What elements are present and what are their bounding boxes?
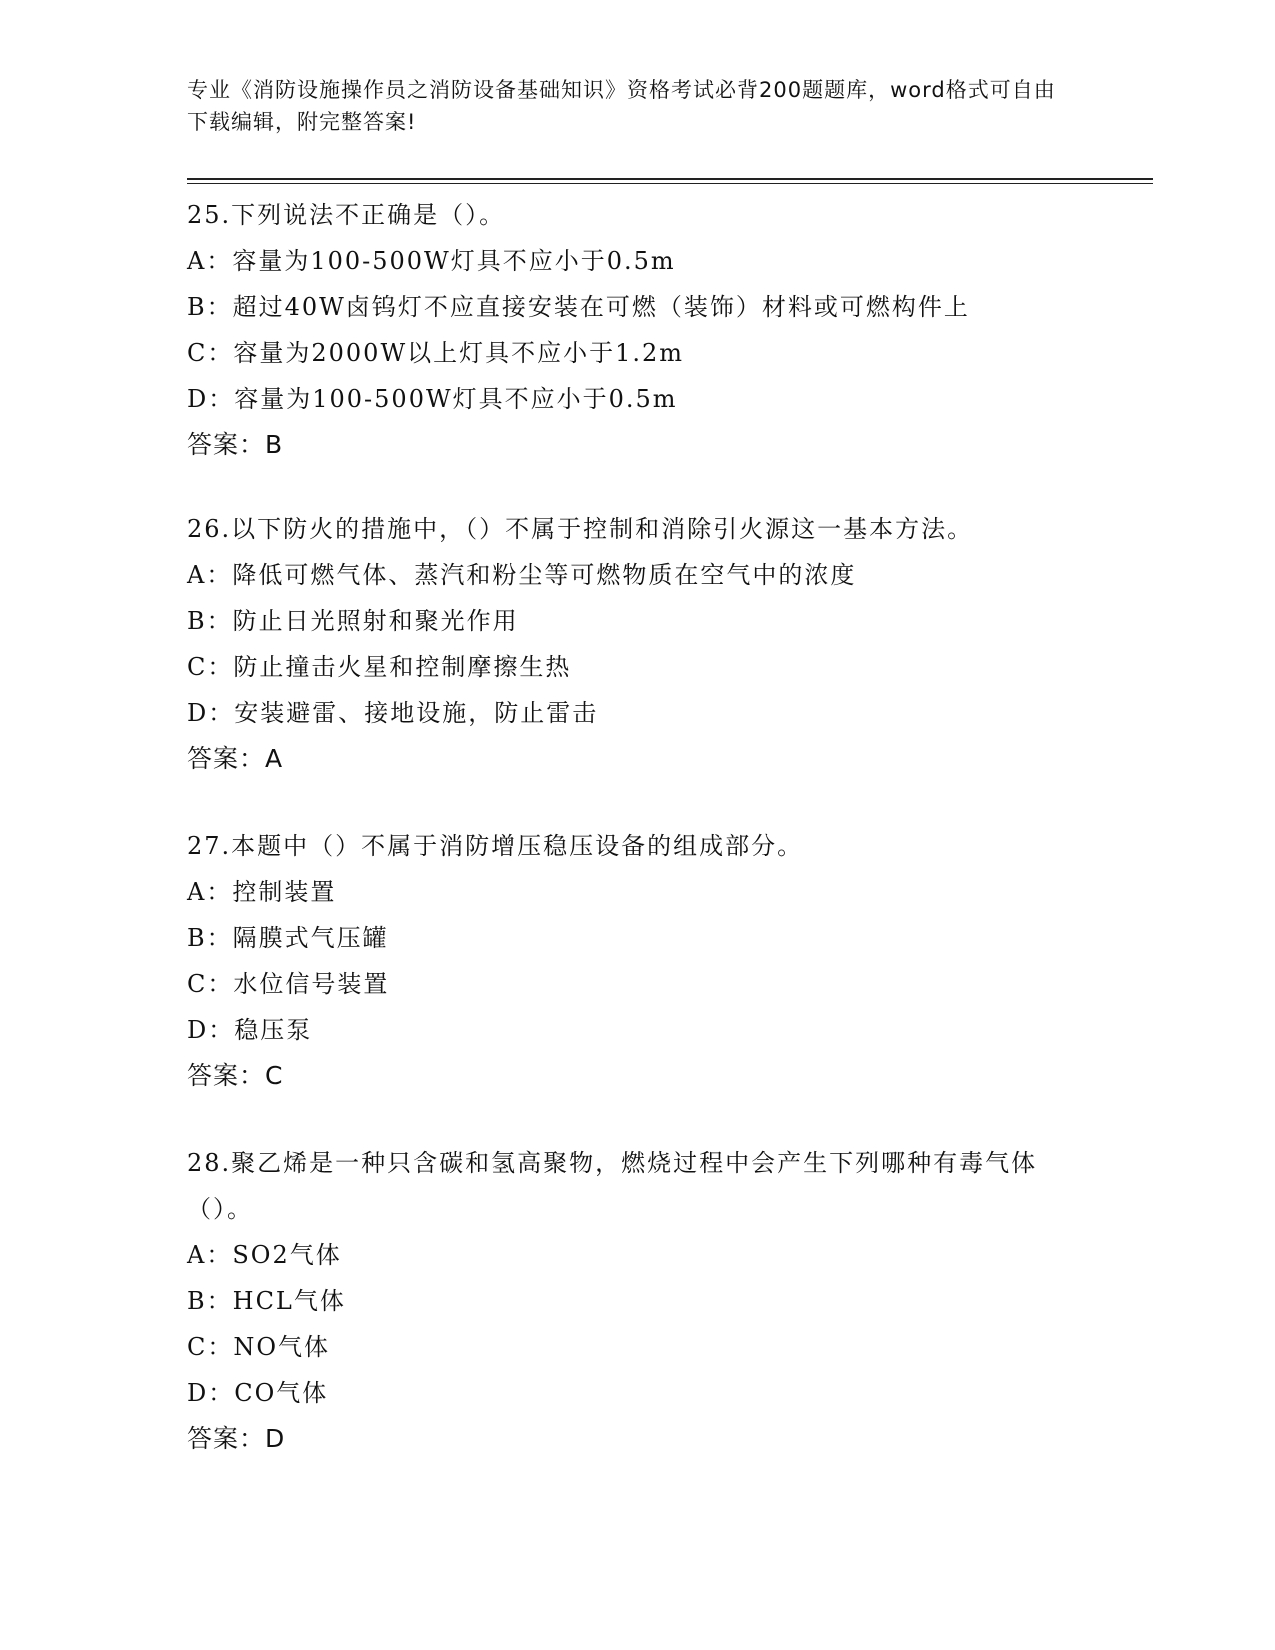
option-c: C：NO气体 bbox=[187, 1333, 331, 1361]
question-stem: 28.聚乙烯是一种只含碳和氢高聚物，燃烧过程中会产生下列哪种有毒气体（）。 bbox=[187, 1149, 1038, 1223]
option-c: C：防止撞击火星和控制摩擦生热 bbox=[187, 653, 572, 681]
option-a: A：降低可燃气体、蒸汽和粉尘等可燃物质在空气中的浓度 bbox=[187, 561, 857, 589]
header-divider-thick bbox=[187, 178, 1153, 180]
option-d: D：稳压泵 bbox=[187, 1016, 313, 1044]
question-stem: 26.以下防火的措施中，（）不属于控制和消除引火源这一基本方法。 bbox=[187, 515, 974, 543]
answer-label: 答案：B bbox=[187, 430, 284, 459]
header-divider-thin bbox=[187, 183, 1153, 184]
question-stem: 25.下列说法不正确是（）。 bbox=[187, 201, 506, 229]
option-b: B：防止日光照射和聚光作用 bbox=[187, 607, 519, 635]
option-a: A：容量为100-500W灯具不应小于0.5m bbox=[187, 247, 676, 275]
question-block-27 bbox=[187, 823, 1087, 1099]
option-b: B：隔膜式气压罐 bbox=[187, 924, 389, 952]
question-block-25 bbox=[187, 192, 1087, 468]
answer-label: 答案：C bbox=[187, 1061, 284, 1090]
option-a: A：SO2气体 bbox=[187, 1241, 342, 1269]
question-stem: 27.本题中（）不属于消防增压稳压设备的组成部分。 bbox=[187, 832, 804, 860]
answer-label: 答案：A bbox=[187, 744, 284, 773]
option-a: A：控制装置 bbox=[187, 878, 337, 906]
answer-label: 答案：D bbox=[187, 1424, 286, 1453]
option-b: B：超过40W卤钨灯不应直接安装在可燃（装饰）材料或可燃构件上 bbox=[187, 293, 970, 321]
question-block-28 bbox=[187, 1140, 1087, 1462]
question-block-26 bbox=[187, 506, 1087, 782]
option-c: C：水位信号装置 bbox=[187, 970, 390, 998]
option-c: C：容量为2000W以上灯具不应小于1.2m bbox=[187, 339, 685, 367]
option-d: D：CO气体 bbox=[187, 1379, 329, 1407]
option-b: B：HCL气体 bbox=[187, 1287, 346, 1315]
option-d: D：容量为100-500W灯具不应小于0.5m bbox=[187, 385, 678, 413]
document-header: 专业《消防设施操作员之消防设备基础知识》资格考试必背200题题库，word格式可自由下载编辑，附完整答案! bbox=[187, 78, 1056, 134]
option-d: D：安装避雷、接地设施，防止雷击 bbox=[187, 699, 599, 727]
